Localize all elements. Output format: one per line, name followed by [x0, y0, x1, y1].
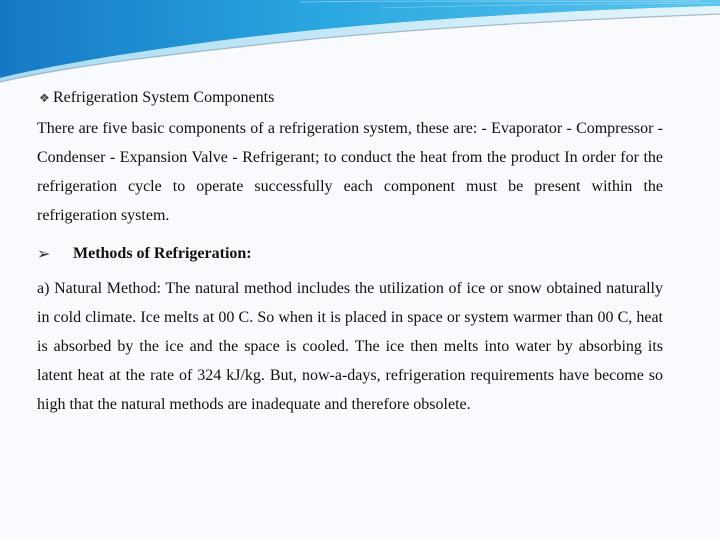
header-wave-decoration	[0, 0, 720, 90]
natural-method-paragraph: a) Natural Method: The natural method includes the utilization of ice or snow obtained naturally in cold climate. Ice melts at 00 C. So when it is placed in space or system warmer than 00 C, heat is absorbed by the ice and the space is cooled. The ice then melts into water by absorbing its latent heat at the rate of 324 kJ/kg. But, now-a-days, refrigeration requirements have become so high that the natural methods are inadequate and therefore obsolete.	[37, 280, 663, 413]
methods-heading: Methods of Refrigeration:	[73, 245, 252, 262]
diamond-bullet-icon: ❖	[39, 91, 50, 105]
methods-heading-row	[37, 240, 663, 268]
intro-paragraph: There are five basic components of a refrigeration system, these are: - Evaporator - Compressor - Condenser - Expansion Valve - Refrigerant; to conduct the heat from the product In order for the refrigeration cycle to operate successfully each component must be present within the refrigeration system.	[37, 120, 663, 224]
slide-title	[39, 86, 663, 110]
arrow-bullet-icon: ➢	[37, 246, 51, 263]
slide-title-text: Refrigeration System Components	[53, 89, 275, 106]
slide-content	[37, 86, 663, 419]
